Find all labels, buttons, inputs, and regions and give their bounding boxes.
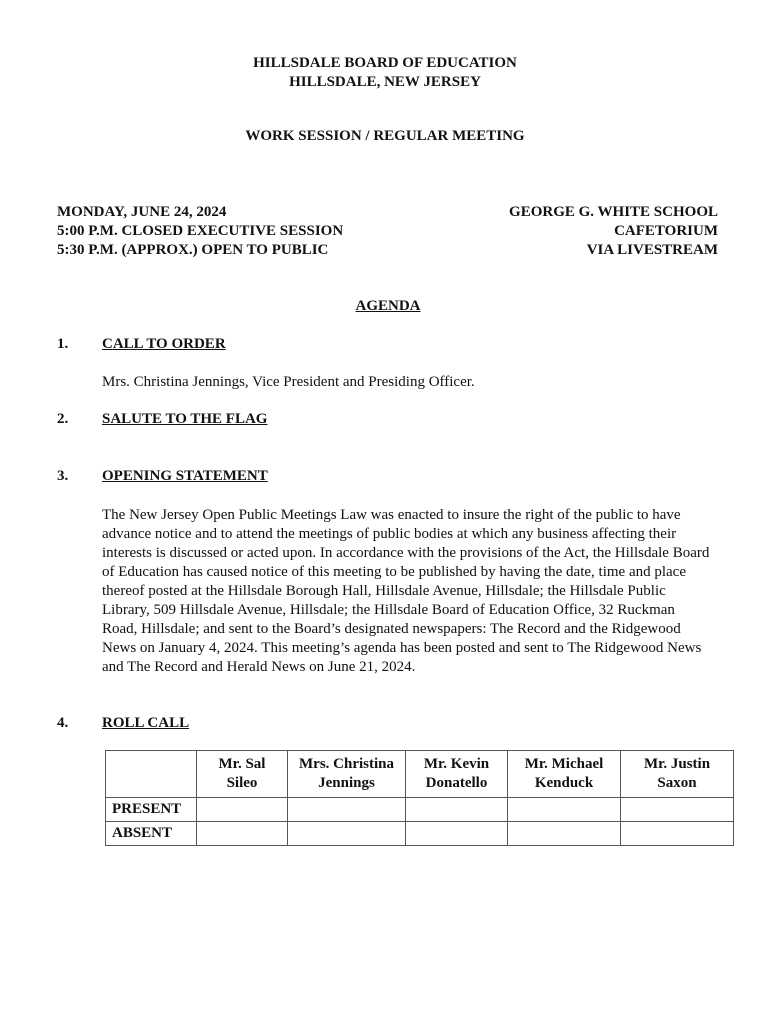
location-room: CAFETORIUM [614, 223, 718, 239]
closed-session-time: 5:00 P.M. CLOSED EXECUTIVE SESSION [57, 223, 344, 239]
agenda-heading: AGENDA [355, 298, 421, 314]
attendance-cell [197, 822, 288, 846]
member-last: Jennings [318, 775, 375, 791]
attendance-cell [288, 822, 406, 846]
attendance-cell [621, 822, 734, 846]
row-label: ABSENT [106, 822, 197, 846]
member-header [288, 751, 406, 798]
open-session-time: 5:30 P.M. (APPROX.) OPEN TO PUBLIC [57, 242, 329, 258]
meeting-schedule [57, 203, 343, 260]
roll-call-header-row [106, 751, 734, 798]
session-title: WORK SESSION / REGULAR MEETING [245, 128, 525, 144]
item-title: CALL TO ORDER [102, 336, 226, 352]
item-number: 2. [57, 411, 69, 427]
attendance-cell [621, 798, 734, 822]
call-to-order-text: Mrs. Christina Jennings, Vice President and Presiding Officer. [102, 374, 475, 390]
member-header [508, 751, 621, 798]
member-last: Kenduck [534, 775, 594, 791]
attendance-cell [197, 798, 288, 822]
roll-call-row-present [106, 798, 734, 822]
roll-call-table [105, 750, 734, 846]
location-school: GEORGE G. WHITE SCHOOL [509, 204, 718, 220]
attendance-cell [508, 798, 621, 822]
attendance-cell [508, 822, 621, 846]
meeting-date: MONDAY, JUNE 24, 2024 [57, 204, 227, 220]
location-stream: VIA LIVESTREAM [586, 242, 718, 258]
member-first: Mr. Justin [643, 756, 711, 772]
attendance-cell [406, 798, 508, 822]
document-header [0, 54, 770, 92]
member-first: Mrs. Christina [299, 756, 394, 772]
row-label: PRESENT [106, 798, 197, 822]
corner-cell [106, 751, 197, 798]
roll-call-row-absent [106, 822, 734, 846]
item-number: 3. [57, 468, 69, 484]
board-location: HILLSDALE, NEW JERSEY [289, 74, 481, 90]
item-number: 4. [57, 715, 69, 731]
member-header [197, 751, 288, 798]
member-last: Sileo [226, 775, 258, 791]
member-last: Saxon [657, 775, 697, 791]
member-first: Mr. Sal [218, 756, 266, 772]
item-title: ROLL CALL [102, 715, 190, 731]
board-name: HILLSDALE BOARD OF EDUCATION [253, 55, 517, 71]
item-number: 1. [57, 336, 69, 352]
member-first: Mr. Kevin [423, 756, 490, 772]
item-title: SALUTE TO THE FLAG [102, 411, 268, 427]
member-header [406, 751, 508, 798]
meeting-location [509, 203, 718, 260]
member-header [621, 751, 734, 798]
attendance-cell [288, 798, 406, 822]
member-first: Mr. Michael [524, 756, 604, 772]
member-last: Donatello [425, 775, 488, 791]
attendance-cell [406, 822, 508, 846]
item-title: OPENING STATEMENT [102, 468, 268, 484]
opening-statement-text: The New Jersey Open Public Meetings Law was enacted to insure the right of the public to have advance notice and to attend the meetings of public bodies at which any business affecting their interests is discussed or acted upon. In accordance with the provisions of the Act, the Hillsdale Board of Education has caused notice of this meeting to be published by having the date, time and place thereof posted at the Hillsdale Borough Hall, Hillsdale Avenue, Hillsdale; the Hillsdale Public Library, 509 Hillsdale Avenue, Hillsdale; the Hillsdale Board of Education Office, 32 Ruckman Road, Hillsdale; and sent to the Board’s designated newspapers: The Record and the Ridgewood News on January 4, 2024. This meeting’s agenda has been posted and sent to The Ridgewood News and The Record and Herald News on June 21, 2024. [102, 507, 710, 675]
